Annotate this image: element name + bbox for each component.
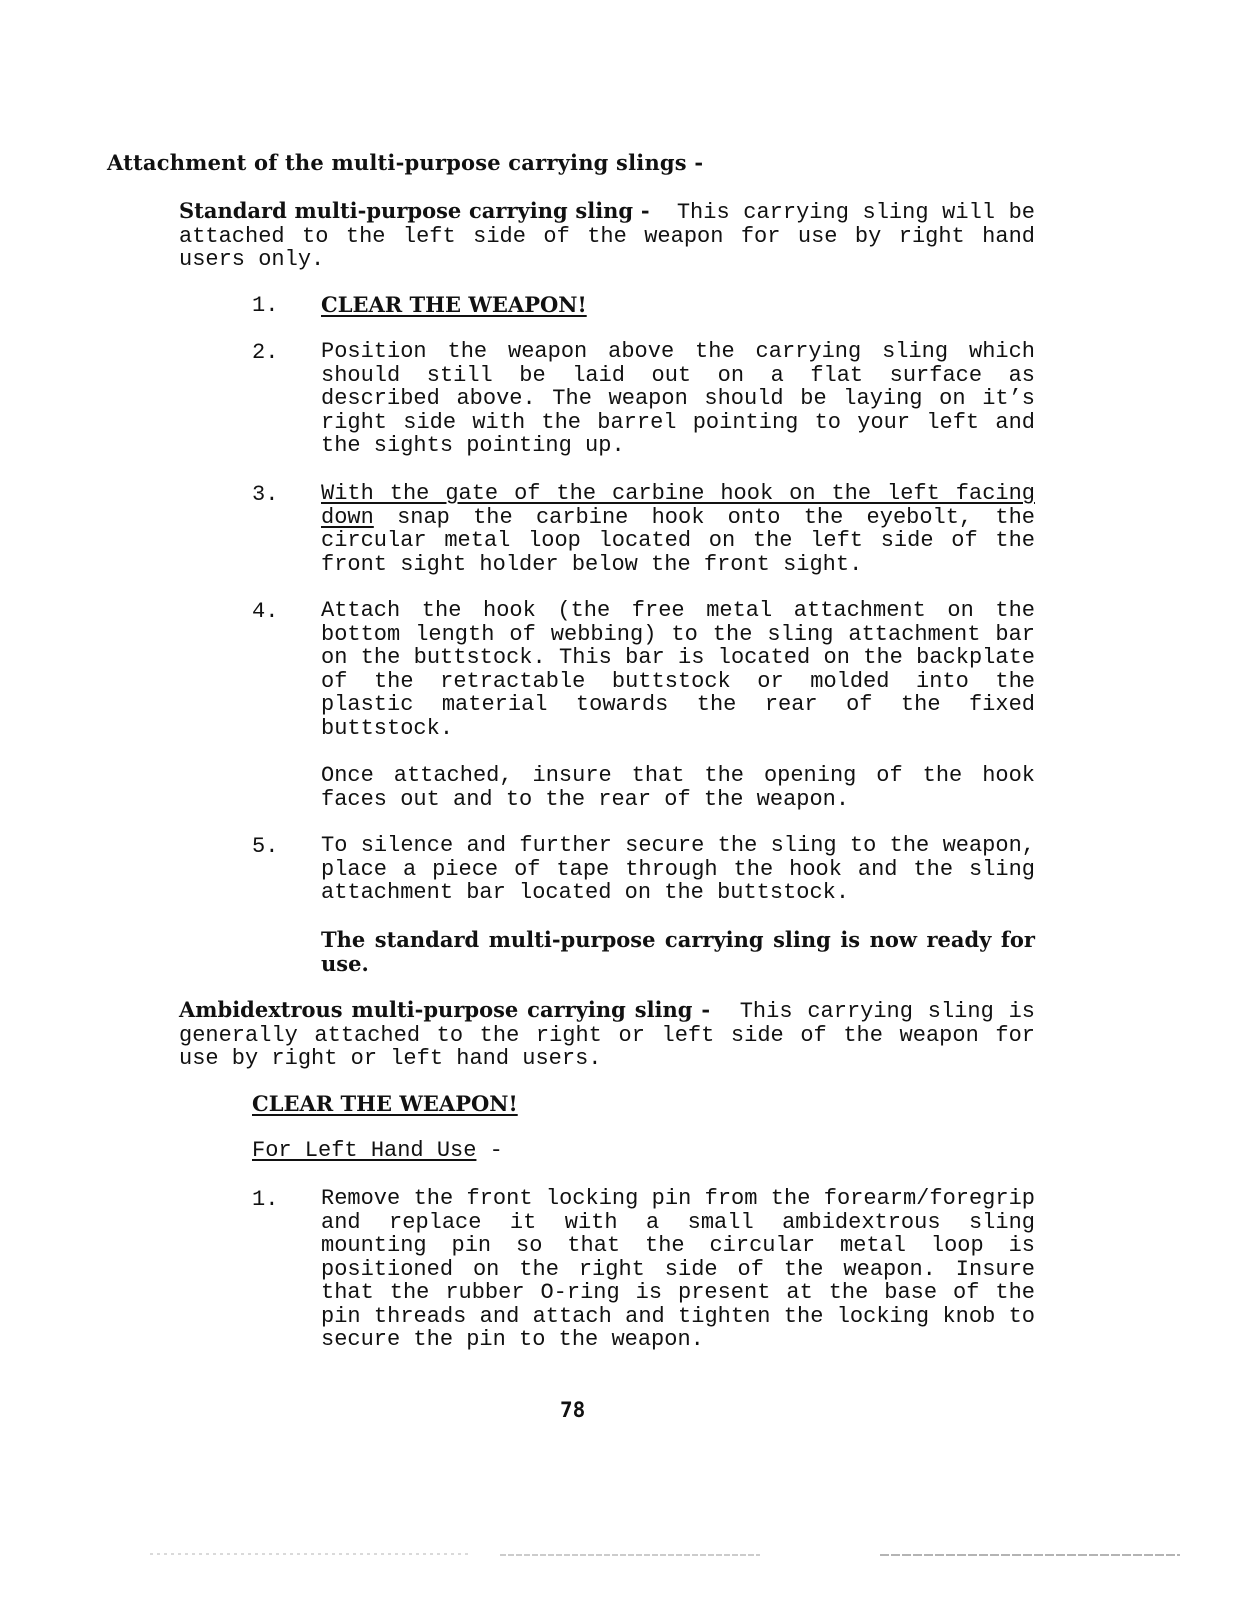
step-3-text [321, 482, 1035, 576]
step-3-rest: snap the carbine hook onto the eyebolt, the circular metal loop located on the left side of the front sight holder below the front sight. [321, 504, 1036, 577]
standard-sling-intro-text: This carrying sling will be attached to the left side of the weapon for use by right hand users only. [179, 200, 1036, 272]
step-number: 1. [252, 1187, 279, 1212]
ambidextrous-sling-intro-text: This carrying sling is generally attached to the right or left side of the weapon for use by right or left hand users. [179, 999, 1035, 1071]
left-hand-use-dash: - [489, 1138, 503, 1163]
step-number: 2. [252, 340, 279, 365]
step-5-text: To silence and further secure the sling to the weapon, place a piece of tape through the hook and the sling attachment bar located on the buttstock. [321, 833, 1035, 905]
ambidextrous-sling-intro [179, 998, 1035, 1071]
standard-sling-intro [179, 199, 1035, 272]
left-hand-use-label: For Left Hand Use [252, 1138, 477, 1163]
clear-weapon-warning: CLEAR THE WEAPON! [252, 1091, 518, 1116]
step-number: 1. [252, 293, 279, 318]
step-1-text [321, 293, 1035, 319]
standard-ready-note: The standard multi-purpose carrying sling is now ready for use. [321, 927, 1035, 976]
scan-artifact [0, 1548, 1234, 1560]
ambidextrous-sling-title: Ambidextrous multi-purpose carrying sling - [179, 997, 711, 1022]
standard-sling-title: Standard multi-purpose carrying sling - [179, 198, 650, 223]
step-number: 3. [252, 482, 279, 507]
ambidextrous-step-1-text: Remove the front locking pin from the forearm/foregrip and replace it with a small ambidextrous sling mounting pin so that the circular metal loop is positioned on the right side of the weapon. Insure that the rubber O-ring is present at the base of the pin threads and attach and tighten the locking knob to secure the pin to the weapon. [321, 1186, 1035, 1352]
ambidextrous-clear-warning [252, 1092, 518, 1118]
step-number: 4. [252, 599, 279, 624]
step-number: 5. [252, 834, 279, 859]
clear-weapon-warning: CLEAR THE WEAPON! [321, 292, 587, 317]
step-2-text: Position the weapon above the carrying sling which should still be laid out on a flat surface as described above. The weapon should be laying on it’s right side with the barrel pointing to your left and the sights pointing up. [321, 339, 1035, 458]
page-number: 78 [560, 1398, 586, 1422]
left-hand-use-heading [252, 1139, 503, 1163]
step-4-text: Attach the hook (the free metal attachment on the bottom length of webbing) to the sling attachment bar on the buttstock. This bar is located on the backplate of the retractable buttstock or molded into the plastic material towards the rear of the fixed buttstock. [321, 598, 1035, 741]
step-3-underlined: With the gate of the carbine hook on the left facing down [321, 481, 1035, 530]
section-heading: Attachment of the multi-purpose carrying slings - [107, 150, 704, 175]
step-4-note: Once attached, insure that the opening of the hook faces out and to the rear of the weapon. [321, 763, 1035, 812]
